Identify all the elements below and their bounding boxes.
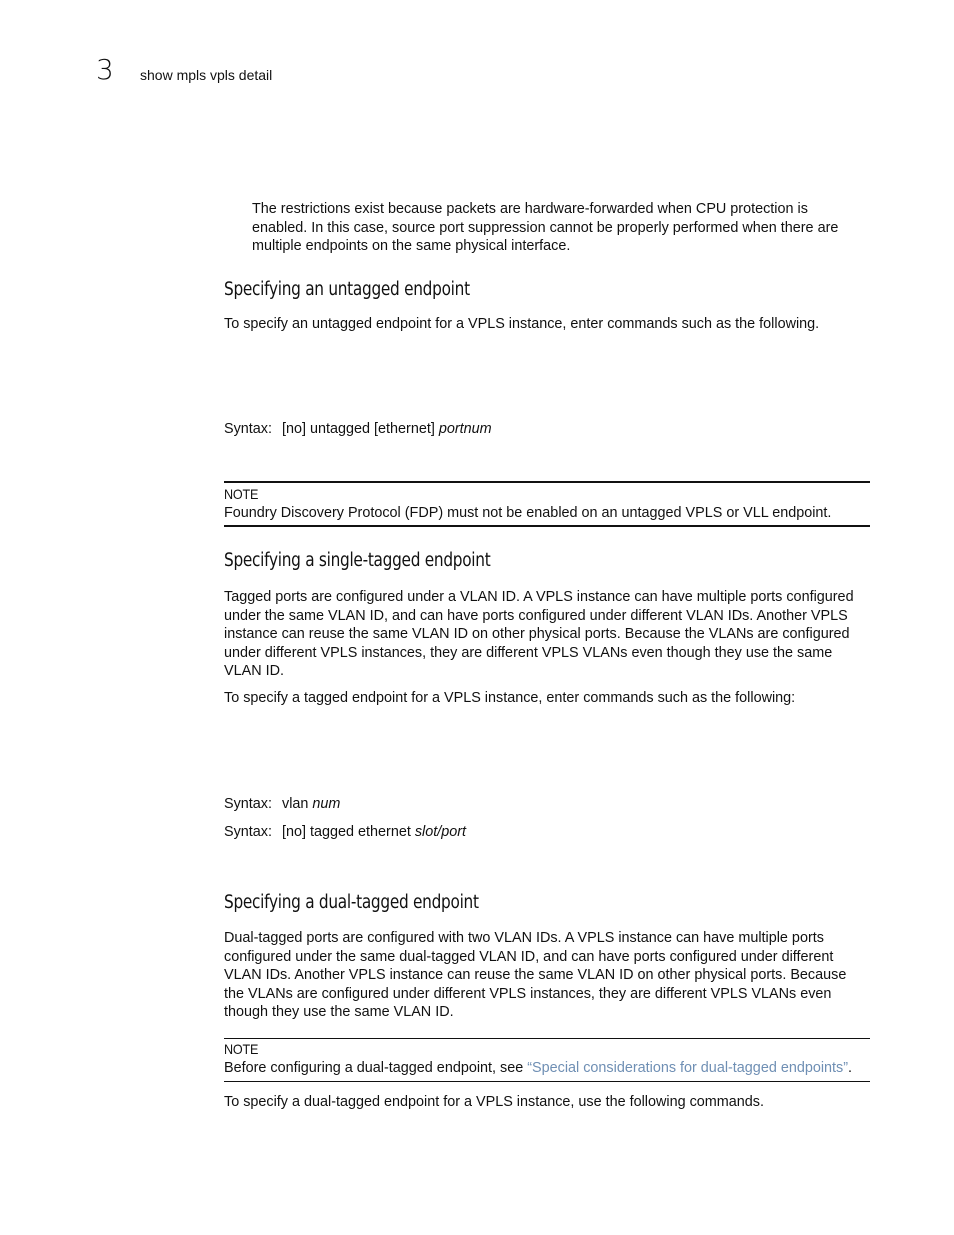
single-tagged-instructions: To specify a tagged endpoint for a VPLS instance, enter commands such as the following: <box>224 690 796 706</box>
section-heading-single-tagged: Specifying a single-tagged endpoint <box>224 550 491 571</box>
untagged-body: To specify an untagged endpoint for a VPLS instance, enter commands such as the following. <box>224 316 820 332</box>
chapter-number: 3 <box>96 53 114 86</box>
syntax-label: Syntax: <box>224 421 272 437</box>
syntax-command: vlan <box>282 796 309 812</box>
note-bottom-rule <box>224 1081 870 1082</box>
syntax-command: [no] untagged [ethernet] <box>282 421 435 437</box>
running-header: show mpls vpls detail <box>140 67 273 83</box>
note-text-fdp: Foundry Discovery Protocol (FDP) must not be enabled on an untagged VPLS or VLL endpoint. <box>224 505 832 521</box>
syntax-label: Syntax: <box>224 796 272 812</box>
note-top-rule <box>224 481 870 483</box>
dual-tagged-body: Dual-tagged ports are configured with two VLAN IDs. A VPLS instance can have multiple ports configured under the same dual-tagged VLAN ID, and can have ports configured under different VLAN IDs. Another VPLS instance can reuse the same VLAN ID on other physical ports. Because the VLANs are configured under different VPLS instances, they are different VPLS VLANs even though they use the same VLAN ID. <box>224 930 847 1021</box>
dual-tagged-instructions: To specify a dual-tagged endpoint for a VPLS instance, use the following commands. <box>224 1094 764 1110</box>
note-label: NOTE <box>224 486 259 502</box>
syntax-untagged <box>224 420 492 438</box>
syntax-variable: portnum <box>438 421 492 437</box>
cross-reference-link[interactable]: “Special considerations for dual-tagged endpoints” <box>527 1060 849 1076</box>
note-text-dual-tagged <box>224 1059 870 1078</box>
section-heading-dual-tagged: Specifying a dual-tagged endpoint <box>224 892 479 913</box>
syntax-label: Syntax: <box>224 824 272 840</box>
section-heading-untagged: Specifying an untagged endpoint <box>224 279 470 300</box>
note-prefix: Before configuring a dual-tagged endpoint, see <box>224 1060 528 1076</box>
note-label: NOTE <box>224 1041 259 1057</box>
note-bottom-rule <box>224 525 870 527</box>
intro-paragraph: The restrictions exist because packets are hardware-forwarded when CPU protection is enabled. In this case, source port suppression cannot be properly performed when there are multiple endpoints on the same physical interface. <box>252 201 839 255</box>
syntax-command: [no] tagged ethernet <box>282 824 411 840</box>
single-tagged-body: Tagged ports are configured under a VLAN ID. A VPLS instance can have multiple ports configured under the same VLAN ID, and can have ports configured under different VLAN IDs. Another VPLS instance can reuse the same VLAN ID on other physical ports. Because the VLANs are configured under different VPLS instances, they are different VPLS VLANs even though they use the same VLAN ID. <box>224 589 854 680</box>
note-suffix: . <box>848 1060 853 1076</box>
syntax-variable: num <box>312 796 341 812</box>
syntax-vlan <box>224 795 340 813</box>
syntax-tagged-ethernet <box>224 823 466 841</box>
note-top-rule <box>224 1038 870 1039</box>
syntax-variable: slot/port <box>414 824 467 840</box>
